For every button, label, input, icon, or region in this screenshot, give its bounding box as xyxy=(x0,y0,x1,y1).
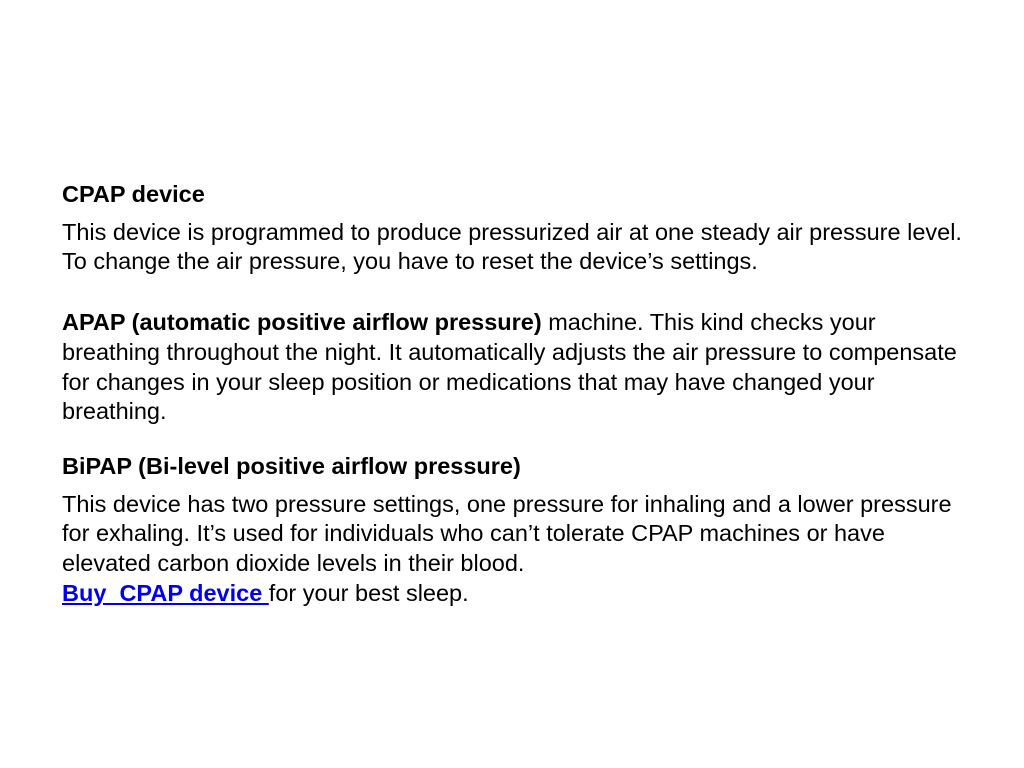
bipap-paragraph xyxy=(62,490,972,609)
spacer xyxy=(62,277,972,308)
apap-paragraph xyxy=(62,308,972,427)
bipap-heading: BiPAP (Bi-level positive airflow pressure) xyxy=(62,452,521,479)
apap-description: machine. This kind checks your breathing throughout the night. It automatically adjusts the air pressure to compensate for changes in your sleep position or medications that may have changed your breathing. xyxy=(62,309,957,425)
spacer xyxy=(62,427,972,452)
cpap-description: This device is programmed to produce pressurized air at one steady air pressure level. To change the air pressure, you have to reset the device’s settings. xyxy=(62,218,962,275)
slide-content xyxy=(62,180,972,608)
buy-cpap-link[interactable]: Buy CPAP device xyxy=(62,579,269,606)
apap-heading: APAP (automatic positive airflow pressure) xyxy=(62,309,542,336)
cpap-heading: CPAP device xyxy=(62,181,205,207)
bipap-description: This device has two pressure settings, one pressure for inhaling and a lower pressure for exhaling. It’s used for individuals who can’t tolerate CPAP machines or have elevated carbon dioxide levels in their blood. xyxy=(62,490,952,577)
link-trailing-text: for your best sleep. xyxy=(268,579,469,606)
